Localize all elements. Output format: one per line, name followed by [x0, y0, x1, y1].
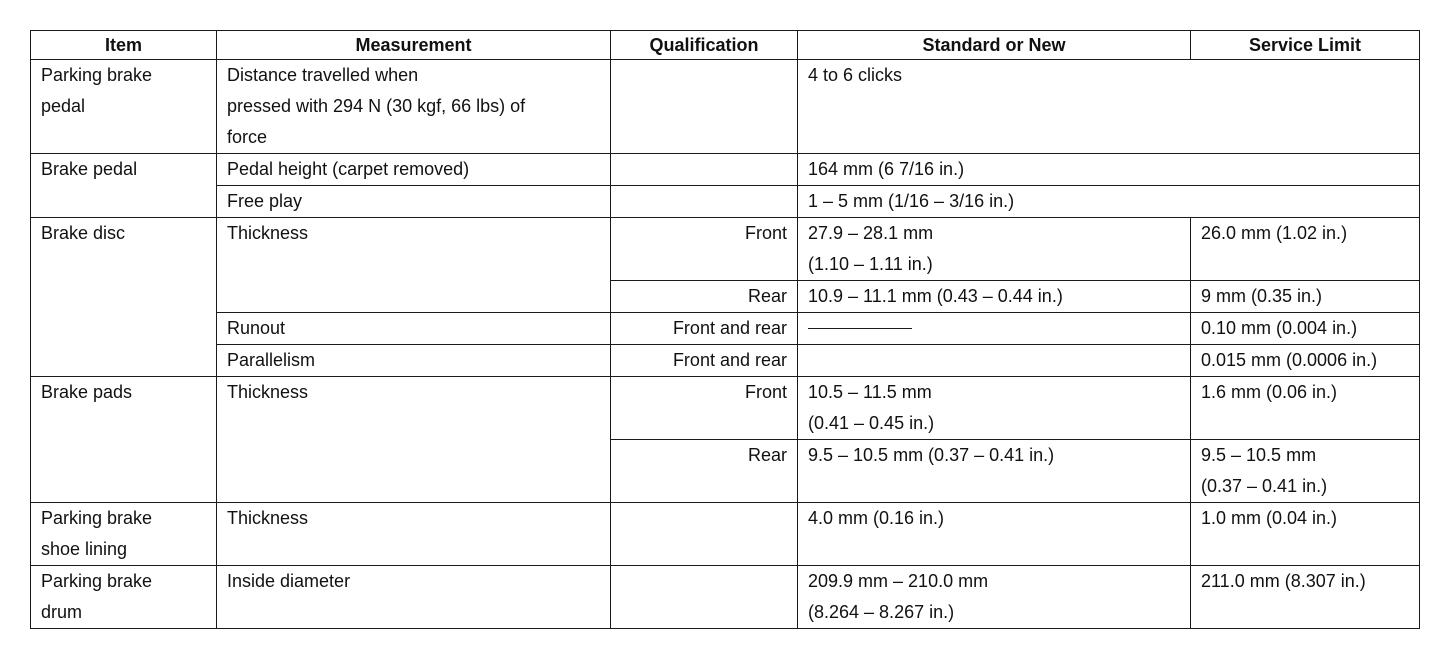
- qualification-cell: Front: [611, 218, 798, 281]
- item-line: Parking brake: [41, 65, 153, 85]
- item-cell: [31, 566, 217, 629]
- qualification-cell: Front and rear: [611, 313, 798, 345]
- standard-cell: [798, 313, 1191, 345]
- item-cell: [31, 503, 217, 566]
- standard-line: 27.9 – 28.1 mm: [808, 223, 934, 243]
- service-limit-cell: [1191, 440, 1420, 503]
- measurement-cell: Runout: [217, 313, 611, 345]
- qualification-cell: Front: [611, 377, 798, 440]
- service-limit-cell: 26.0 mm (1.02 in.): [1191, 218, 1420, 281]
- standard-cell: 1 – 5 mm (1/16 – 3/16 in.): [798, 186, 1420, 218]
- qualification-cell: [611, 154, 798, 186]
- qualification-cell: Rear: [611, 440, 798, 503]
- header-service-limit: Service Limit: [1191, 31, 1420, 60]
- header-row: [31, 31, 1420, 60]
- service-limit-cell: 9 mm (0.35 in.): [1191, 281, 1420, 313]
- service-limit-cell: 0.015 mm (0.0006 in.): [1191, 345, 1420, 377]
- brake-spec-table: [30, 30, 1420, 629]
- measurement-line: force: [227, 127, 268, 147]
- qualification-cell: [611, 186, 798, 218]
- header-measurement: Measurement: [217, 31, 611, 60]
- item-cell: Brake pads: [31, 377, 217, 503]
- measurement-line: Distance travelled when: [227, 65, 419, 85]
- standard-line: (1.10 – 1.11 in.): [808, 254, 933, 274]
- standard-cell: 10.9 – 11.1 mm (0.43 – 0.44 in.): [798, 281, 1191, 313]
- service-limit-cell: 0.10 mm (0.004 in.): [1191, 313, 1420, 345]
- standard-cell: 4.0 mm (0.16 in.): [798, 503, 1191, 566]
- table-row: [31, 377, 1420, 440]
- table-row: [31, 503, 1420, 566]
- item-cell: [31, 60, 217, 154]
- measurement-line: pressed with 294 N (30 kgf, 66 lbs) of: [227, 96, 526, 116]
- service-limit-cell: 1.6 mm (0.06 in.): [1191, 377, 1420, 440]
- table-row: [31, 218, 1420, 281]
- table-row: [31, 154, 1420, 186]
- standard-line: 209.9 mm – 210.0 mm: [808, 571, 989, 591]
- standard-cell: 9.5 – 10.5 mm (0.37 – 0.41 in.): [798, 440, 1191, 503]
- item-cell: Brake disc: [31, 218, 217, 377]
- measurement-cell: [217, 60, 611, 154]
- service-limit-line: (0.37 – 0.41 in.): [1201, 476, 1328, 496]
- standard-cell: 164 mm (6 7/16 in.): [798, 154, 1420, 186]
- qualification-cell: [611, 60, 798, 154]
- qualification-cell: Rear: [611, 281, 798, 313]
- standard-line: (8.264 – 8.267 in.): [808, 602, 955, 622]
- standard-line: (0.41 – 0.45 in.): [808, 413, 935, 433]
- header-standard: Standard or New: [798, 31, 1191, 60]
- item-line: shoe lining: [41, 539, 128, 559]
- standard-cell: [798, 218, 1191, 281]
- qualification-cell: Front and rear: [611, 345, 798, 377]
- header-item: Item: [31, 31, 217, 60]
- standard-cell: 4 to 6 clicks: [798, 60, 1420, 154]
- qualification-cell: [611, 503, 798, 566]
- measurement-cell: Thickness: [217, 218, 611, 313]
- header-qualification: Qualification: [611, 31, 798, 60]
- standard-cell: [798, 377, 1191, 440]
- service-limit-line: 9.5 – 10.5 mm: [1201, 445, 1317, 465]
- service-limit-cell: 211.0 mm (8.307 in.): [1191, 566, 1420, 629]
- measurement-cell: Thickness: [217, 503, 611, 566]
- standard-cell: [798, 566, 1191, 629]
- measurement-cell: Inside diameter: [217, 566, 611, 629]
- item-line: Parking brake: [41, 508, 153, 528]
- item-line: drum: [41, 602, 83, 622]
- qualification-cell: [611, 566, 798, 629]
- measurement-cell: Thickness: [217, 377, 611, 503]
- measurement-cell: Parallelism: [217, 345, 611, 377]
- not-applicable-dash: [808, 328, 912, 329]
- item-line: pedal: [41, 96, 86, 116]
- table-row: [31, 345, 1420, 377]
- table-row: [31, 566, 1420, 629]
- service-limit-cell: 1.0 mm (0.04 in.): [1191, 503, 1420, 566]
- standard-line: 10.5 – 11.5 mm: [808, 382, 932, 402]
- item-cell: Brake pedal: [31, 154, 217, 218]
- measurement-cell: Free play: [217, 186, 611, 218]
- table-row: [31, 186, 1420, 218]
- item-line: Parking brake: [41, 571, 153, 591]
- table-row: [31, 60, 1420, 154]
- standard-cell: [798, 345, 1191, 377]
- table-row: [31, 313, 1420, 345]
- measurement-cell: Pedal height (carpet removed): [217, 154, 611, 186]
